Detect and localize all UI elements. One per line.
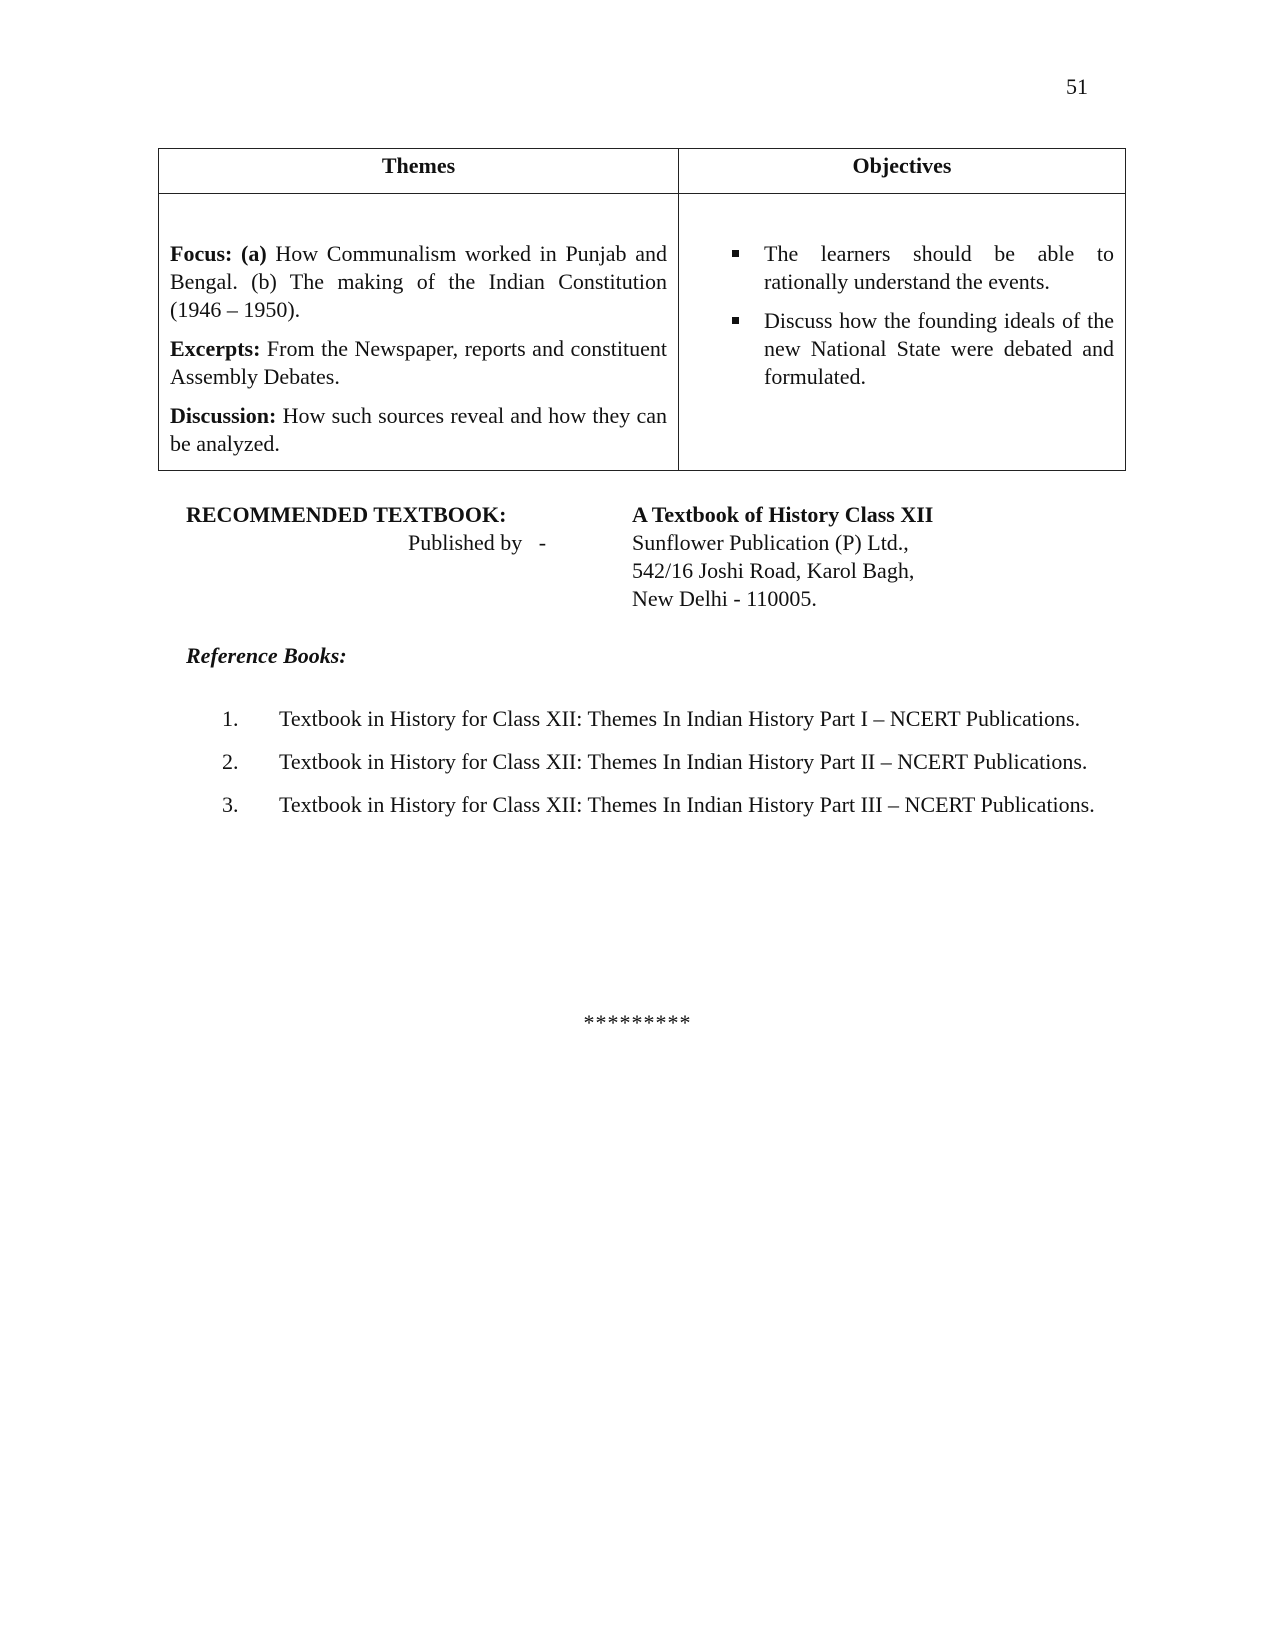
list-item	[220, 740, 1096, 783]
focus-label: Focus:	[170, 241, 233, 266]
list-item-text: Textbook in History for Class XII: Themes In Indian History Part III – NCERT Publications.	[279, 792, 1095, 817]
reference-books-heading: Reference Books:	[186, 643, 347, 668]
themes-header: Themes	[159, 149, 679, 194]
objectives-cell	[679, 194, 1126, 471]
objective-text: Discuss how the founding ideals of the new National State were debated and formulated.	[764, 308, 1114, 389]
list-item-number: 2.	[222, 749, 239, 774]
focus-a-label: (a)	[241, 241, 267, 266]
publisher-line: Sunflower Publication (P) Ltd.,	[632, 530, 909, 555]
table-header-row	[159, 149, 1126, 194]
list-item-text: Textbook in History for Class XII: Themes In Indian History Part I – NCERT Publications.	[279, 706, 1081, 731]
end-of-section-mark: *********	[583, 1010, 692, 1035]
list-item	[220, 697, 1096, 740]
published-by-label: Published by -	[408, 530, 547, 555]
publisher-city-line: New Delhi - 110005.	[632, 586, 817, 611]
square-bullet-icon	[732, 250, 739, 257]
focus-paragraph	[170, 240, 667, 324]
focus-text: How Communalism worked in Punjab and Bengal. (b) The making of the Indian Constitution (1946 – 1950).	[170, 241, 667, 322]
square-bullet-icon	[732, 317, 739, 324]
list-item-text: Textbook in History for Class XII: Themes In Indian History Part II – NCERT Publications.	[279, 749, 1088, 774]
discussion-label: Discussion:	[170, 403, 277, 428]
discussion-paragraph	[170, 402, 667, 458]
excerpts-label: Excerpts:	[170, 336, 261, 361]
excerpts-text: From the Newspaper, reports and constituent Assembly Debates.	[170, 336, 667, 389]
textbook-details	[632, 501, 933, 613]
objectives-list	[709, 240, 1114, 391]
objective-item	[709, 240, 1114, 296]
list-item	[220, 783, 1096, 826]
themes-objectives-table	[158, 148, 1126, 471]
objectives-header: Objectives	[679, 149, 1126, 194]
objective-item	[709, 307, 1114, 391]
list-item-number: 3.	[222, 792, 239, 817]
publisher-address-line: 542/16 Joshi Road, Karol Bagh,	[632, 558, 915, 583]
discussion-text: How such sources reveal and how they can be analyzed.	[170, 403, 667, 456]
themes-cell	[159, 194, 679, 471]
page-number: 51	[1066, 74, 1088, 99]
list-item-number: 1.	[222, 706, 239, 731]
objective-text: The learners should be able to rationally understand the events.	[764, 241, 1114, 294]
reference-books-list	[220, 697, 1096, 826]
table-row	[159, 194, 1126, 471]
recommended-textbook-label: RECOMMENDED TEXTBOOK:	[186, 502, 507, 527]
textbook-title: A Textbook of History Class XII	[632, 502, 934, 527]
excerpts-paragraph	[170, 335, 667, 391]
